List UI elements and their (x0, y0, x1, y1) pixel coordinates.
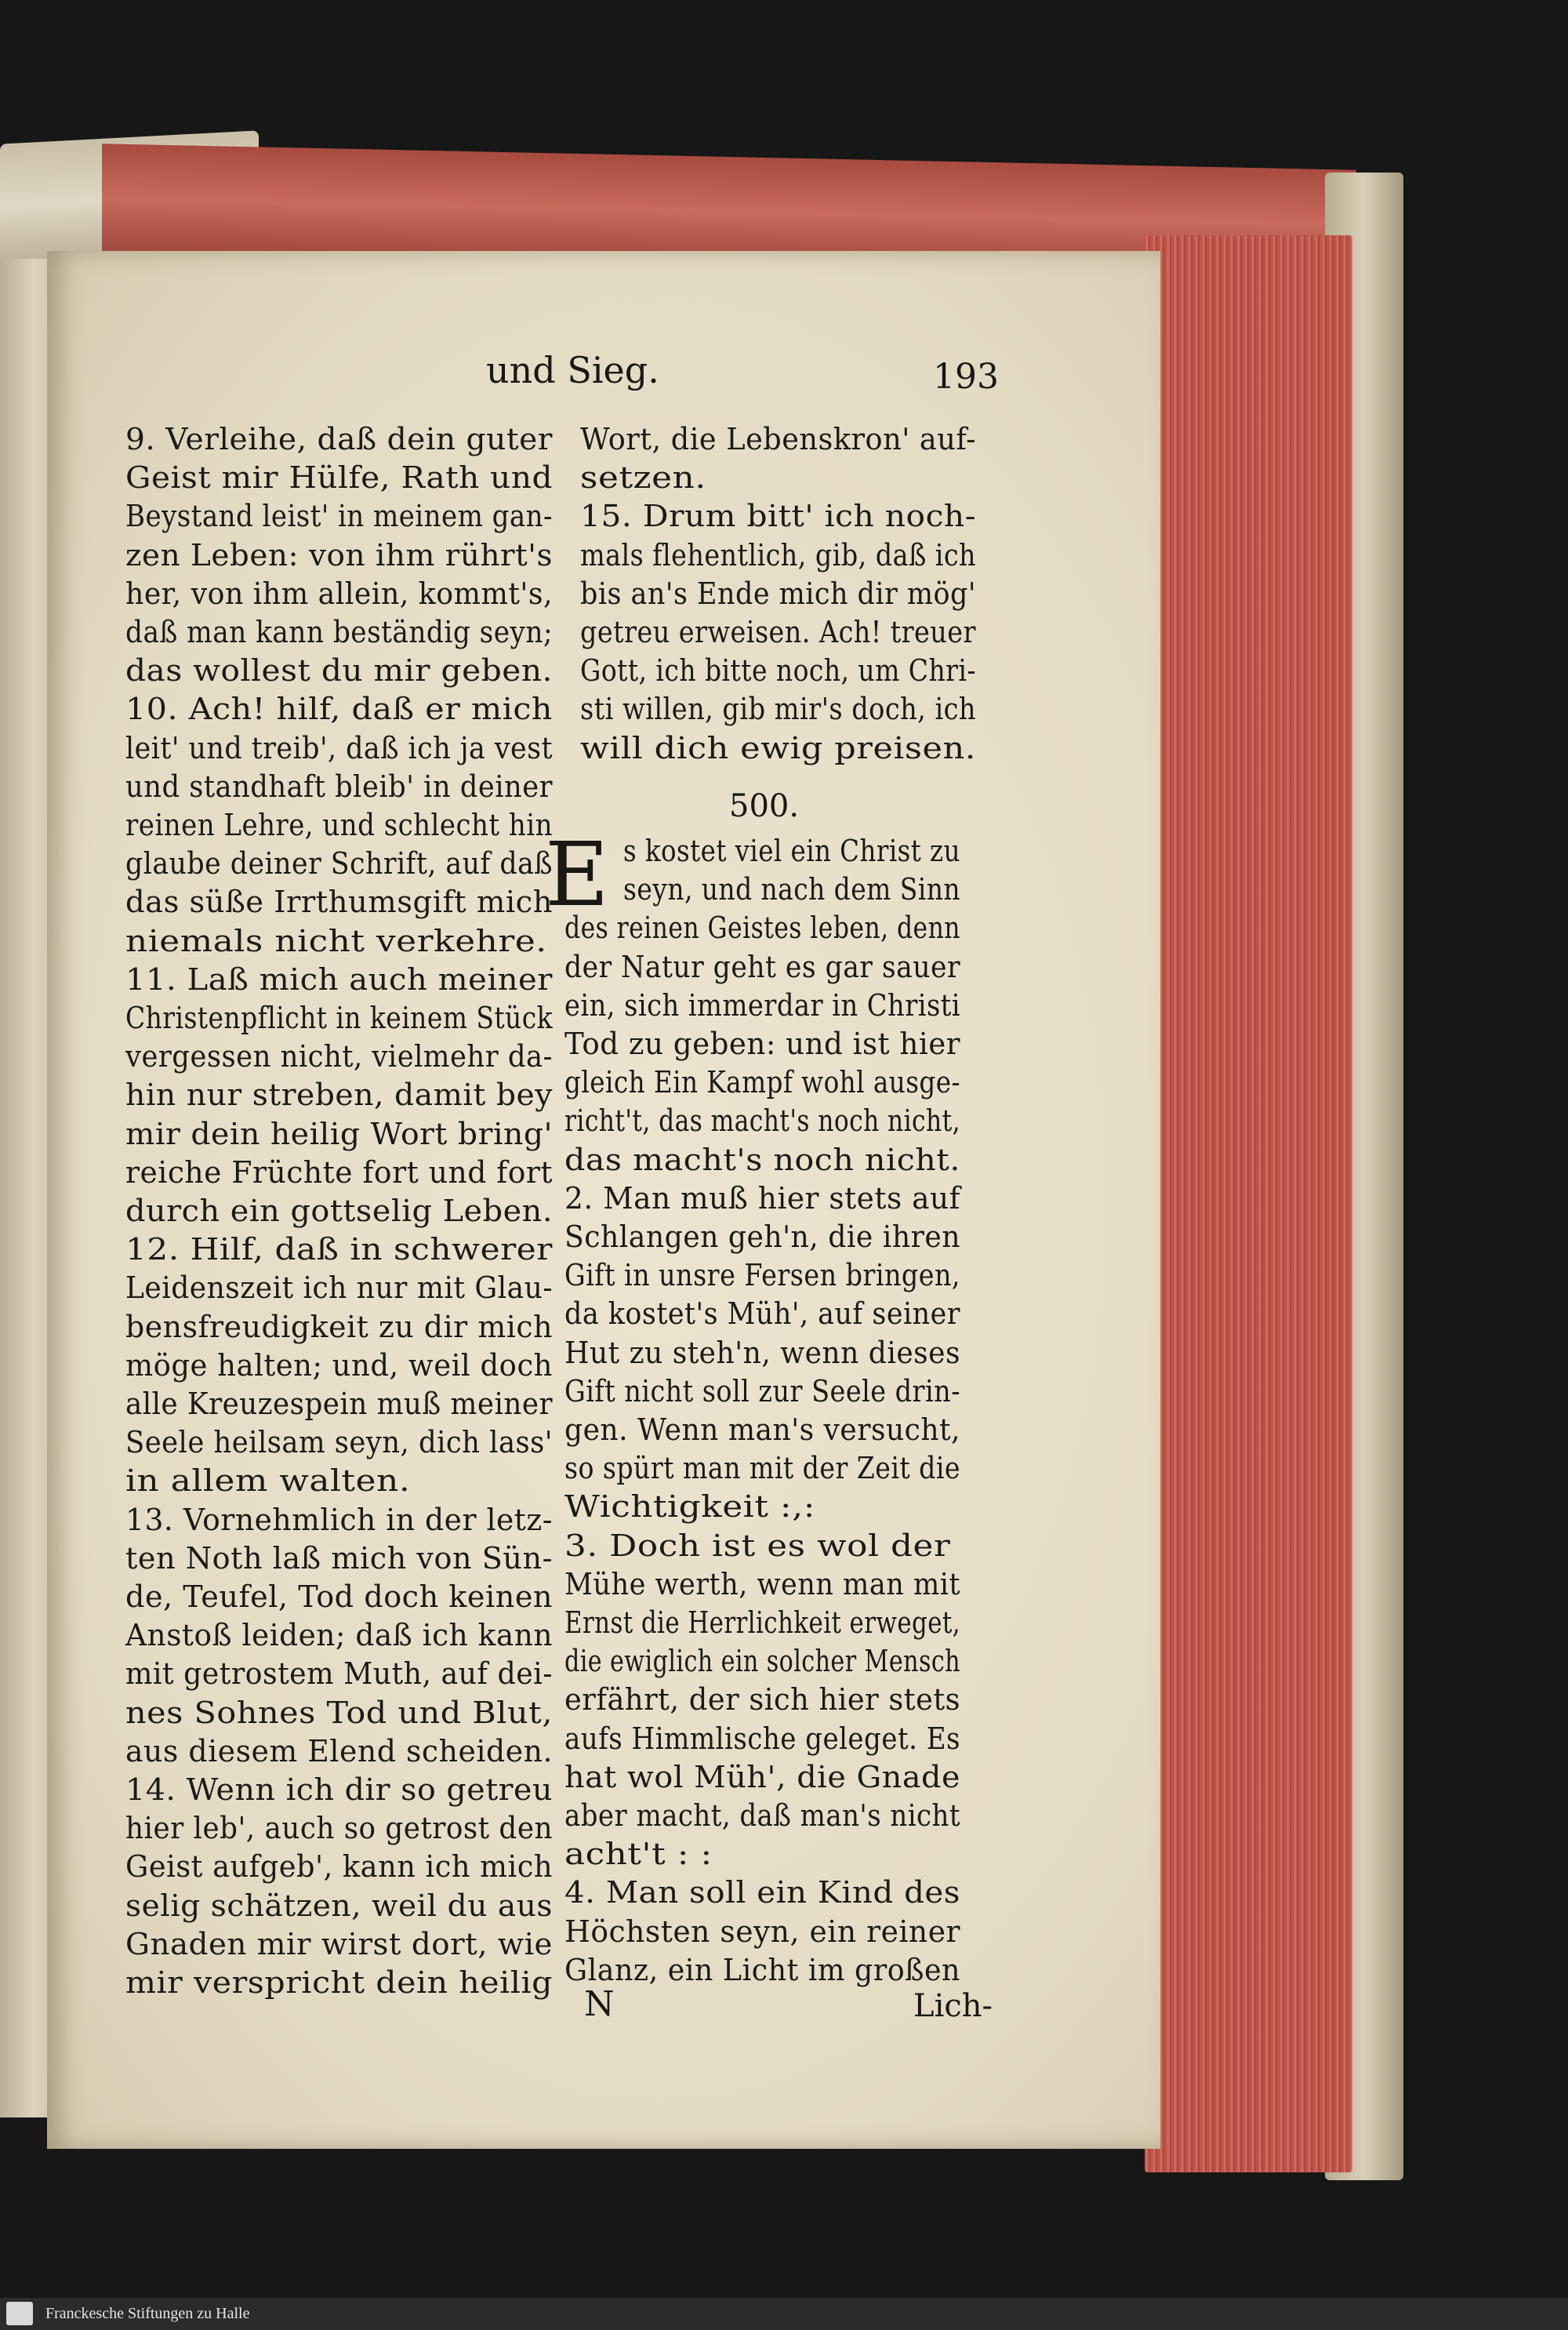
text-line: vergessen nicht, vielmehr da- (125, 1039, 553, 1074)
drop-cap-initial: E (545, 824, 609, 926)
catchword: Lich- (913, 1988, 993, 2024)
text-line: Seele heilsam seyn, dich lass' (125, 1425, 553, 1460)
text-line: s kostet viel ein Christ zu (623, 834, 960, 868)
text-line: acht't : : (564, 1837, 713, 1872)
text-line: sti willen, gib mir's doch, ich (580, 692, 976, 727)
text-line: ten Noth laß mich von Sün- (125, 1540, 553, 1576)
text-line: seyn, und nach dem Sinn (623, 872, 960, 907)
text-line: her, von ihm allein, kommt's, (125, 576, 553, 611)
text-line: Ernst die Herrlichkeit erweget, (564, 1605, 960, 1640)
text-line: Gift in unsre Fersen bringen, (564, 1258, 960, 1293)
text-line: 9. Verleihe, daß dein guter (125, 422, 553, 456)
text-line: selig schätzen, weil du aus (125, 1888, 553, 1923)
text-line: gen. Wenn man's versucht, (564, 1412, 960, 1447)
text-line: setzen. (580, 460, 706, 496)
text-line: will dich ewig preisen. (580, 730, 976, 765)
text-line: Schlangen geh'n, die ihren (564, 1220, 960, 1254)
text-line: Glanz, ein Licht im großen (564, 1952, 960, 1987)
text-line: Hut zu steh'n, wenn dieses (564, 1335, 960, 1370)
text-line: das süße Irrthumsgift mich (125, 885, 553, 920)
text-line: und standhaft bleib' in deiner (125, 769, 553, 804)
text-line: Beystand leist' in meinem gan- (125, 499, 553, 534)
text-line: hin nur streben, damit bey (125, 1078, 553, 1113)
text-line: 10. Ach! hilf, daß er mich (125, 692, 553, 727)
text-line: Wichtigkeit :,: (564, 1489, 815, 1525)
text-line: mit getrostem Muth, auf dei- (125, 1656, 553, 1692)
text-line: reinen Lehre, und schlecht hin (125, 808, 553, 842)
text-line: 15. Drum bitt' ich noch- (580, 499, 976, 534)
text-line: die ewiglich ein solcher Mensch (564, 1644, 960, 1679)
text-line: de, Teufel, Tod doch keinen (125, 1579, 553, 1614)
text-line: in allem walten. (125, 1463, 411, 1499)
text-line: bis an's Ende mich dir mög' (580, 576, 976, 611)
hymn-number: 500. (729, 788, 800, 824)
text-line: Geist aufgeb', kann ich mich (125, 1849, 553, 1885)
text-line: Mühe werth, wenn man mit (564, 1566, 960, 1601)
red-fore-edge (1145, 235, 1352, 2172)
text-line: Gott, ich bitte noch, um Chri- (580, 653, 976, 689)
text-line: so spürt man mit der Zeit die (564, 1451, 960, 1486)
text-line: 12. Hilf, daß in schwerer (125, 1232, 553, 1267)
text-line: niemals nicht verkehre. (125, 923, 547, 958)
text-line: 13. Vornehmlich in der letz- (125, 1502, 553, 1537)
text-line: hier leb', auch so getrost den (125, 1811, 553, 1846)
text-line: durch ein gottselig Leben. (125, 1194, 553, 1228)
text-line: bensfreudigkeit zu dir mich (125, 1309, 553, 1344)
text-line: aber macht, daß man's nicht (564, 1798, 960, 1833)
text-line: Leidenszeit ich nur mit Glau- (125, 1270, 553, 1306)
text-line: mir verspricht dein heilig (125, 1965, 553, 2000)
institution-name: Franckesche Stiftungen zu Halle (45, 2305, 250, 2322)
text-line: mals flehentlich, gib, daß ich (580, 537, 976, 573)
text-line: aufs Himmlische geleget. Es (564, 1721, 960, 1756)
text-line: das wollest du mir geben. (125, 653, 553, 689)
text-line: da kostet's Müh', auf seiner (564, 1296, 960, 1332)
viewer-footer-bar (0, 2298, 1568, 2330)
text-line: Höchsten seyn, ein reiner (564, 1914, 960, 1949)
text-line: Gift nicht soll zur Seele drin- (564, 1373, 960, 1409)
text-line: gleich Ein Kampf wohl ausge- (564, 1065, 960, 1100)
text-line: nes Sohnes Tod und Blut, (125, 1695, 553, 1730)
text-line: Geist mir Hülfe, Rath und (125, 460, 553, 496)
text-line: 11. Laß mich auch meiner (125, 961, 553, 997)
text-line: mir dein heilig Wort bring' (125, 1116, 553, 1151)
text-line: 2. Man muß hier stets auf (564, 1180, 960, 1216)
text-line: alle Kreuzespein muß meiner (125, 1387, 553, 1421)
institution-logo-icon (6, 2302, 33, 2325)
text-line: richt't, das macht's noch nicht, (564, 1103, 960, 1139)
signature-mark: N (584, 1984, 615, 2024)
page-number: 193 (933, 357, 999, 397)
text-line: Gnaden mir wirst dort, wie (125, 1926, 553, 1961)
text-line: Tod zu geben: und ist hier (564, 1027, 960, 1061)
text-line: glaube deiner Schrift, auf daß (125, 846, 553, 881)
text-line: Wort, die Lebenskron' auf- (580, 422, 976, 456)
text-line: 4. Man soll ein Kind des (564, 1875, 960, 1910)
running-head: und Sieg. (486, 349, 659, 391)
text-line: 14. Wenn ich dir so getreu (125, 1772, 553, 1807)
text-line: Christenpflicht in keinem Stück (125, 1001, 553, 1035)
text-line: zen Leben: von ihm rührt's (125, 537, 553, 573)
text-line: ein, sich immerdar in Christi (564, 987, 960, 1023)
text-line: das macht's noch nicht. (564, 1142, 960, 1177)
text-line: leit' und treib', daß ich ja vest (125, 730, 553, 765)
text-line: daß man kann beständig seyn; (125, 615, 553, 649)
text-line: hat wol Müh', die Gnade (564, 1759, 960, 1794)
text-line: möge halten; und, weil doch (125, 1347, 553, 1383)
text-line: 3. Doch ist es wol der (564, 1528, 951, 1563)
text-line: erfährt, der sich hier stets (564, 1682, 960, 1718)
text-line: der Natur geht es gar sauer (564, 949, 960, 984)
text-line: getreu erweisen. Ach! treuer (580, 615, 976, 649)
text-line: reiche Früchte fort und fort (125, 1154, 553, 1190)
text-line: des reinen Geistes leben, denn (564, 911, 960, 946)
text-line: aus diesem Elend scheiden. (125, 1733, 553, 1768)
text-line: Anstoß leiden; daß ich kann (125, 1618, 553, 1653)
